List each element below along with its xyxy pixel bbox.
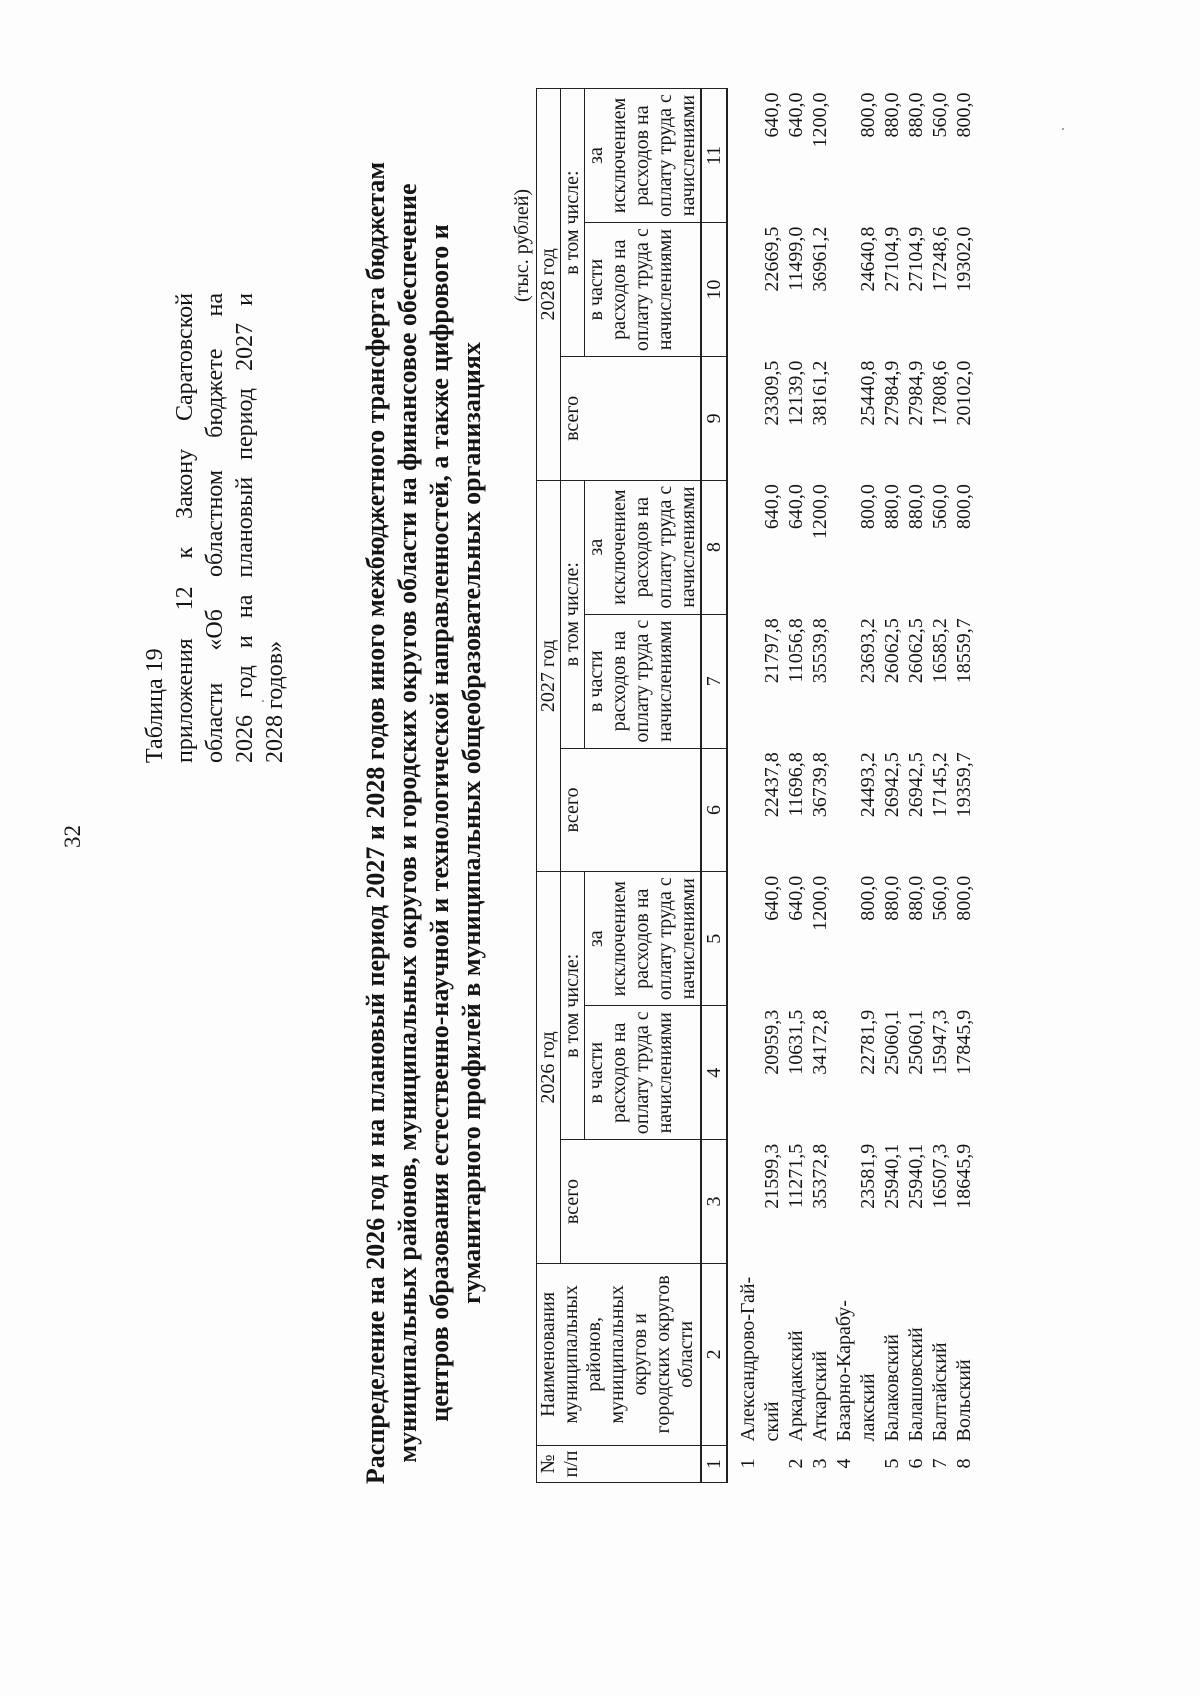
caption-line: области «Об областном бюджете на (202, 293, 228, 763)
header-total: всего (561, 748, 702, 872)
municipality-name-part: Вольский (953, 1359, 975, 1442)
table-row (952, 89, 976, 1483)
value-cell: 25940,1 (905, 1143, 927, 1209)
units-note: (тыс. рублей) (511, 188, 533, 302)
column-index: 6 (701, 748, 727, 872)
value-cell: 22669,5 (761, 226, 783, 292)
value-cell: 880,0 (905, 92, 927, 138)
value-cell: 34172,8 (809, 1009, 831, 1075)
value-cell: 17808,6 (929, 360, 951, 426)
value-cell: 35539,8 (809, 618, 831, 684)
value-cell: 26062,5 (881, 618, 903, 684)
value-cell: 26942,5 (905, 752, 927, 818)
value-cell: 800,0 (857, 484, 879, 530)
value-cell: 38161,2 (809, 360, 831, 426)
value-cell: 17248,6 (929, 226, 951, 292)
table-row (904, 89, 928, 1483)
header-year-2027: 2027 год (537, 480, 561, 872)
value-cell: 23309,5 (761, 360, 783, 426)
caption-line: приложения 12 к Закону Саратовской (172, 293, 198, 763)
municipality-name (808, 1263, 832, 1445)
value-cell: 25940,1 (881, 1143, 903, 1209)
column-index: 4 (701, 1006, 727, 1140)
header-including: в том числе: (561, 872, 585, 1140)
value-cell: 20959,3 (761, 1009, 783, 1075)
value-cell: 560,0 (929, 875, 951, 921)
value-cell: 18645,9 (953, 1143, 975, 1209)
value-cell: 15947,3 (929, 1009, 951, 1075)
value-cell: 25060,1 (905, 1009, 927, 1075)
value-cell: 800,0 (953, 875, 975, 921)
column-index: 7 (701, 614, 727, 748)
value-cell: 11271,5 (785, 1143, 807, 1209)
value-cell: 10631,5 (785, 1009, 807, 1075)
value-cell: 25060,1 (881, 1009, 903, 1075)
header-total: всего (561, 1140, 702, 1264)
rotated-page (60, 92, 1140, 1598)
column-index: 8 (701, 480, 727, 614)
row-number: 1 (737, 1458, 759, 1469)
caption-line: 2026 год и на плановый период 2027 и (232, 293, 258, 763)
value-cell: 35372,8 (809, 1143, 831, 1209)
value-cell: 19359,7 (953, 752, 975, 818)
value-cell: 12139,0 (785, 360, 807, 426)
value-cell: 1200,0 (809, 875, 831, 931)
page-number: 32 (60, 825, 85, 848)
row-number: 8 (953, 1458, 975, 1469)
row-number: 3 (809, 1458, 831, 1469)
header-including: в том числе: (561, 89, 585, 357)
row-number-cell (784, 1445, 808, 1482)
value-cell: 27984,9 (905, 360, 927, 426)
municipality-name (784, 1263, 808, 1445)
column-index: 11 (701, 89, 727, 223)
municipality-name (880, 1263, 904, 1445)
row-number: 4 (833, 1458, 855, 1469)
value-cell: 27984,9 (881, 360, 903, 426)
header-excluding-salary: за исключением расходов на оплату труда с начислениями (585, 480, 702, 614)
value-cell: 18559,7 (953, 618, 975, 684)
value-cell: 11499,0 (785, 226, 807, 291)
value-cell: 36961,2 (809, 226, 831, 292)
value-cell: 11056,8 (785, 618, 807, 683)
municipality-name-part: Александрово-Гай- (737, 1276, 759, 1442)
row-number: 5 (881, 1458, 903, 1469)
value-cell: 21599,3 (761, 1143, 783, 1209)
value-cell: 25440,8 (857, 360, 879, 426)
value-cell: 640,0 (785, 484, 807, 530)
value-cell: 880,0 (905, 484, 927, 530)
value-cell: 27104,9 (881, 226, 903, 292)
municipality-name-part: Базарно-Карабу- (833, 1300, 855, 1442)
value-cell: 640,0 (761, 484, 783, 530)
municipality-name (904, 1263, 928, 1445)
caption-line: Таблица 19 (142, 648, 168, 763)
municipality-name (928, 1263, 952, 1445)
municipality-name (727, 1263, 784, 1445)
header-salary-part: в части расходов на оплату труда с начислениями (585, 614, 702, 748)
value-cell: 800,0 (953, 484, 975, 530)
column-index: 3 (701, 1140, 727, 1264)
header-salary-part: в части расходов на оплату труда с начислениями (585, 1006, 702, 1140)
row-number: 6 (905, 1458, 927, 1469)
value-cell: 880,0 (881, 92, 903, 138)
row-number-cell (832, 1445, 880, 1482)
header-year-2026: 2026 год (537, 872, 561, 1264)
value-cell: 21797,8 (761, 618, 783, 684)
value-cell: 22437,8 (761, 752, 783, 818)
table-row (808, 89, 832, 1483)
value-cell: 17145,2 (929, 752, 951, 818)
table-row (784, 89, 808, 1483)
caption-line: 2028 годов» (262, 640, 288, 763)
value-cell: 11696,8 (785, 752, 807, 817)
municipality-name (952, 1263, 976, 1445)
value-cell: 560,0 (929, 92, 951, 138)
column-index: 5 (701, 872, 727, 1006)
table-row (880, 89, 904, 1483)
row-number-cell (727, 1445, 784, 1482)
row-number-cell (952, 1445, 976, 1482)
header-num: № п/п (537, 1445, 702, 1482)
row-number: 2 (785, 1458, 807, 1469)
value-cell: 17845,9 (953, 1009, 975, 1075)
table-caption (140, 293, 290, 763)
value-cell: 560,0 (929, 484, 951, 530)
municipality-name-part: Балашовский (905, 1327, 927, 1442)
value-cell: 23581,9 (857, 1143, 879, 1209)
column-index: 9 (701, 357, 727, 481)
row-number: 7 (929, 1458, 951, 1469)
header-including: в том числе: (561, 480, 585, 748)
value-cell: 880,0 (905, 875, 927, 921)
value-cell: 640,0 (785, 92, 807, 138)
value-cell: 22781,9 (857, 1009, 879, 1075)
value-cell: 27104,9 (905, 226, 927, 292)
header-salary-part: в части расходов на оплату труда с начислениями (585, 223, 702, 357)
municipality-name-part: Балтайский (929, 1342, 951, 1442)
header-total: всего (561, 357, 702, 481)
value-cell: 23693,2 (857, 618, 879, 684)
table-body (727, 89, 976, 1483)
value-cell: 880,0 (881, 484, 903, 530)
row-number-cell (880, 1445, 904, 1482)
row-number-cell (808, 1445, 832, 1482)
value-cell: 16585,2 (929, 618, 951, 684)
table-row (727, 89, 784, 1483)
value-cell: 36739,8 (809, 752, 831, 818)
municipality-name (832, 1263, 880, 1445)
document-title: Распределение на 2026 год и на плановый период 2027 и 2028 годов иного межбюджетного трансферта бюджетам муниципальных районов, муниципальных округов и городских округов области на финансовое обеспечение центров образования естественно-научной и технологической направленностей, а также цифрового и гуманитарного профилей в муниципальных общеобразовательных организациях (361, 161, 486, 1485)
municipality-name-part: лакский (857, 1373, 879, 1442)
column-index: 2 (701, 1263, 727, 1445)
value-cell: 1200,0 (809, 484, 831, 540)
row-number-cell (904, 1445, 928, 1482)
value-cell: 640,0 (761, 875, 783, 921)
value-cell: 800,0 (857, 875, 879, 921)
distribution-table (536, 88, 976, 1483)
header-year-2028: 2028 год (537, 89, 561, 481)
value-cell: 640,0 (785, 875, 807, 921)
value-cell: 880,0 (881, 875, 903, 921)
municipality-name-part: Балаковский (881, 1334, 903, 1442)
table-row (832, 89, 880, 1483)
value-cell: 640,0 (761, 92, 783, 138)
value-cell: 26942,5 (881, 752, 903, 818)
column-index: 10 (701, 223, 727, 357)
municipality-name-part: Аркадакский (785, 1330, 807, 1442)
value-cell: 1200,0 (809, 92, 831, 148)
value-cell: 24640,8 (857, 226, 879, 292)
value-cell: 16507,3 (929, 1143, 951, 1209)
value-cell: 19302,0 (953, 226, 975, 292)
municipality-name-part: Аткарский (809, 1350, 831, 1442)
column-index-row (701, 89, 727, 1483)
value-cell: 800,0 (857, 92, 879, 138)
value-cell: 800,0 (953, 92, 975, 138)
value-cell: 26062,5 (905, 618, 927, 684)
header-name: Наименования муниципальных районов, муниципальных округов и городских округов области (537, 1263, 702, 1445)
municipality-name-part: ский (761, 1401, 783, 1442)
header-excluding-salary: за исключением расходов на оплату труда с начислениями (585, 872, 702, 1006)
value-cell: 20102,0 (953, 360, 975, 426)
header-excluding-salary: за исключением расходов на оплату труда с начислениями (585, 89, 702, 223)
column-index: 1 (701, 1445, 727, 1482)
table-row (928, 89, 952, 1483)
value-cell: 24493,2 (857, 752, 879, 818)
row-number-cell (928, 1445, 952, 1482)
